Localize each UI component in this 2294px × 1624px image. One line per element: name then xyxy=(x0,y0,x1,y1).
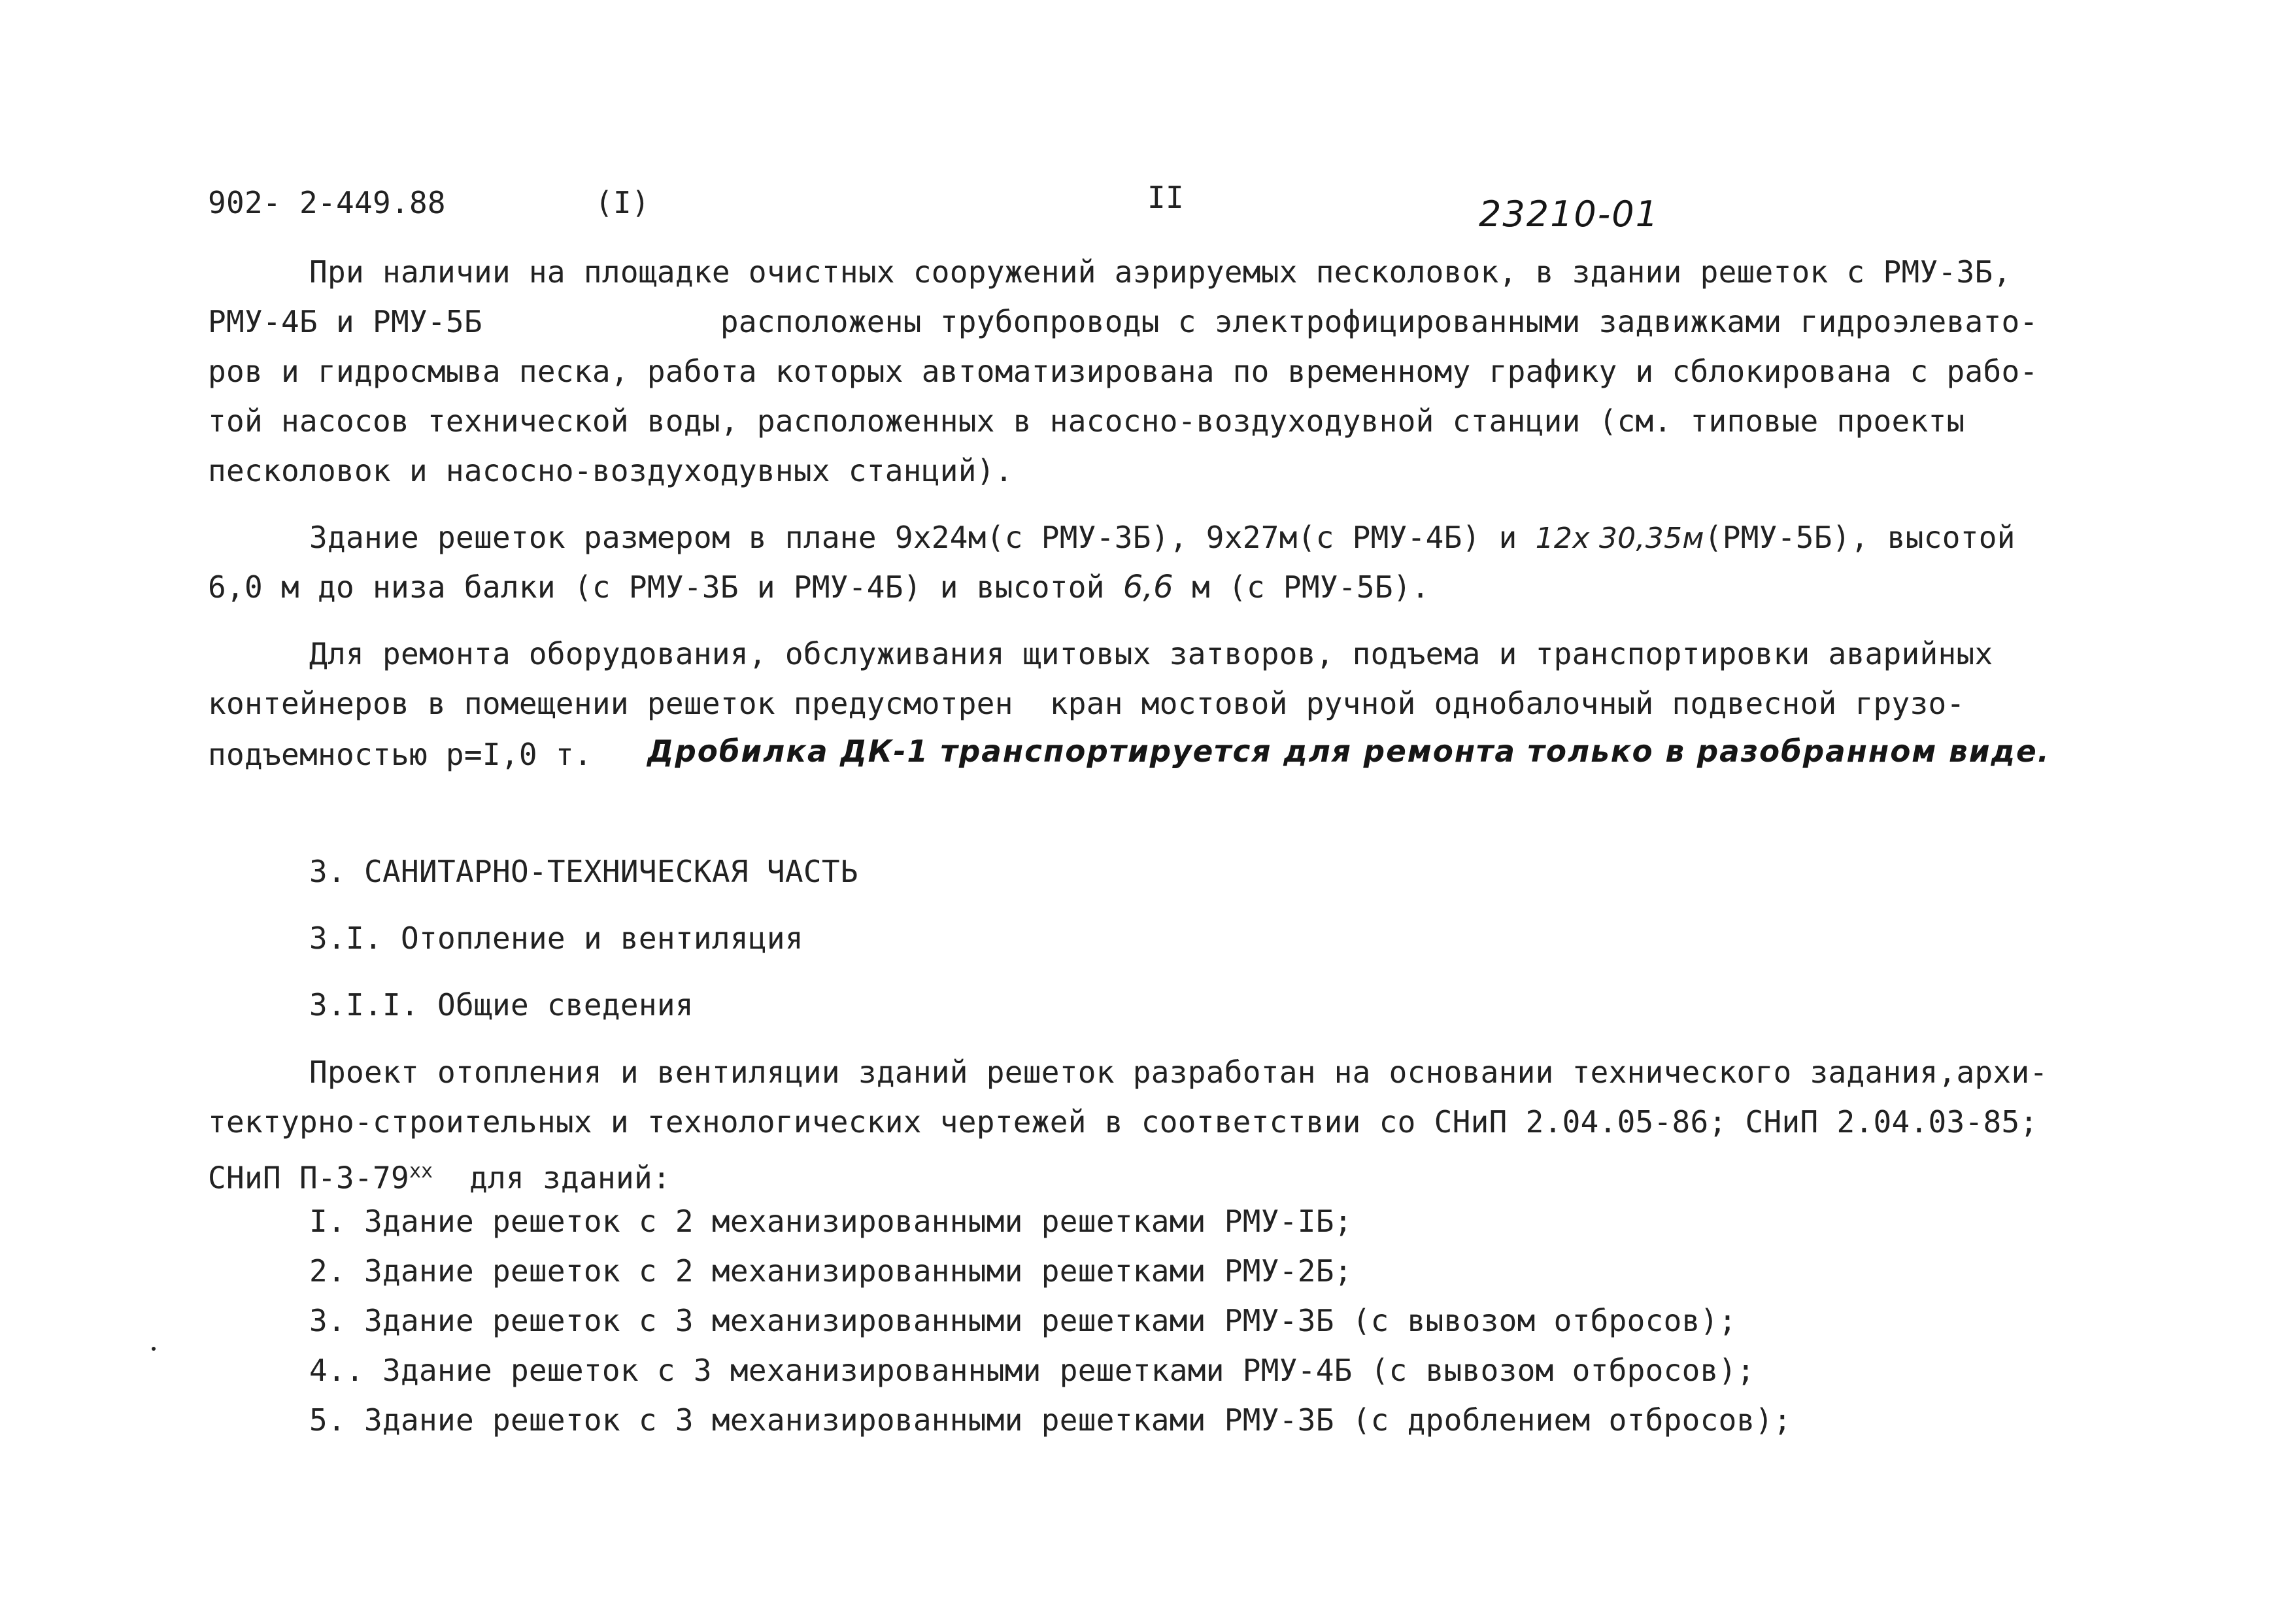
paragraph-4-line-2: тектурно-строительных и технологических чертежей в соответствии со СНиП 2.04.05-86; СНиП 2.04.03-85; xyxy=(208,1104,2038,1140)
handwritten-dimension: 12х 30,35м xyxy=(1535,522,1704,555)
list-item: 3. Здание решеток с 3 механизированными решетками РМУ-3Б (с вывозом отбросов); xyxy=(309,1303,1737,1338)
paragraph-2-line-2 xyxy=(208,567,1430,607)
paragraph-1-line-4: той насосов технической воды, расположенных в насосно-воздуходувной станции (см. типовые проекты xyxy=(208,403,1965,439)
page-number: II xyxy=(1147,180,1184,215)
snip-reference: СНиП П-3-79 xyxy=(208,1160,409,1196)
list-item: 5. Здание решеток с 3 механизированными решетками РМУ-3Б (с дроблением отбросов); xyxy=(309,1402,1792,1438)
list-item: 4.. Здание решеток с 3 механизированными решетками РМУ-4Б (с вывозом отбросов); xyxy=(309,1353,1755,1388)
subsubsection-heading: 3.I.I. Общие сведения xyxy=(309,987,694,1023)
paragraph-2-line-1-text-a: Здание решеток размером в плане 9х24м(с РМУ-3Б), 9х27м(с РМУ-4Б) и xyxy=(309,520,1536,555)
list-item: 2. Здание решеток с 2 механизированными решетками РМУ-2Б; xyxy=(309,1253,1353,1289)
paragraph-1-line-3: ров и гидросмыва песка, работа которых автоматизирована по временному графику и сблокирована с рабо- xyxy=(208,354,2038,389)
paragraph-2-line-2-text-b: м (с РМУ-5Б). xyxy=(1173,569,1430,605)
paragraph-3-line-2: контейнеров в помещении решеток предусмотрен кран мостовой ручной однобалочный подвесной грузо- xyxy=(208,686,1965,721)
inventory-number: 23210-01 xyxy=(1479,194,1659,235)
paragraph-3-line-1: Для ремонта оборудования, обслуживания щитовых затворов, подъема и транспортировки аварийных xyxy=(309,636,1993,671)
paragraph-3-line-3: подъемностью р=I,0 т. xyxy=(208,737,611,772)
scan-speck xyxy=(152,1347,156,1351)
snip-superscript: хх xyxy=(409,1160,433,1183)
handwritten-note: Дробилка ДК-1 транспортируется для ремонта только в разобранном виде. xyxy=(647,734,2050,769)
paragraph-2-line-2-text-a: 6,0 м до низа балки (с РМУ-3Б и РМУ-4Б) и высотой xyxy=(208,569,1123,605)
paragraph-4-line-3-text: для зданий: xyxy=(433,1160,671,1196)
paragraph-1-line-2: РМУ-4Б и РМУ-5Б расположены трубопроводы с электрофицированными задвижками гидроэлевато- xyxy=(208,304,2038,339)
doc-code: 902- 2-449.88 xyxy=(208,185,446,220)
paragraph-1-line-1: При наличии на площадке очистных сооружений аэрируемых песколовок, в здании решеток с РМУ-3Б, xyxy=(309,254,2012,290)
doc-part: (I) xyxy=(595,185,650,220)
handwritten-height: 6,6 xyxy=(1122,569,1173,605)
paragraph-4-line-1: Проект отопления и вентиляции зданий решеток разработан на основании технического задания,архи- xyxy=(309,1055,2048,1090)
paragraph-2-line-1-text-b: (РМУ-5Б), высотой xyxy=(1704,520,2016,555)
subsection-heading: 3.I. Отопление и вентиляция xyxy=(309,921,803,956)
paragraph-1-line-5: песколовок и насосно-воздуходувных станций). xyxy=(208,453,1013,488)
paragraph-2-line-1 xyxy=(309,518,2016,558)
list-item: I. Здание решеток с 2 механизированными решетками РМУ-IБ; xyxy=(309,1204,1353,1239)
section-heading: 3. САНИТАРНО-ТЕХНИЧЕСКАЯ ЧАСТЬ xyxy=(309,854,858,889)
paragraph-4-line-3 xyxy=(208,1152,671,1197)
